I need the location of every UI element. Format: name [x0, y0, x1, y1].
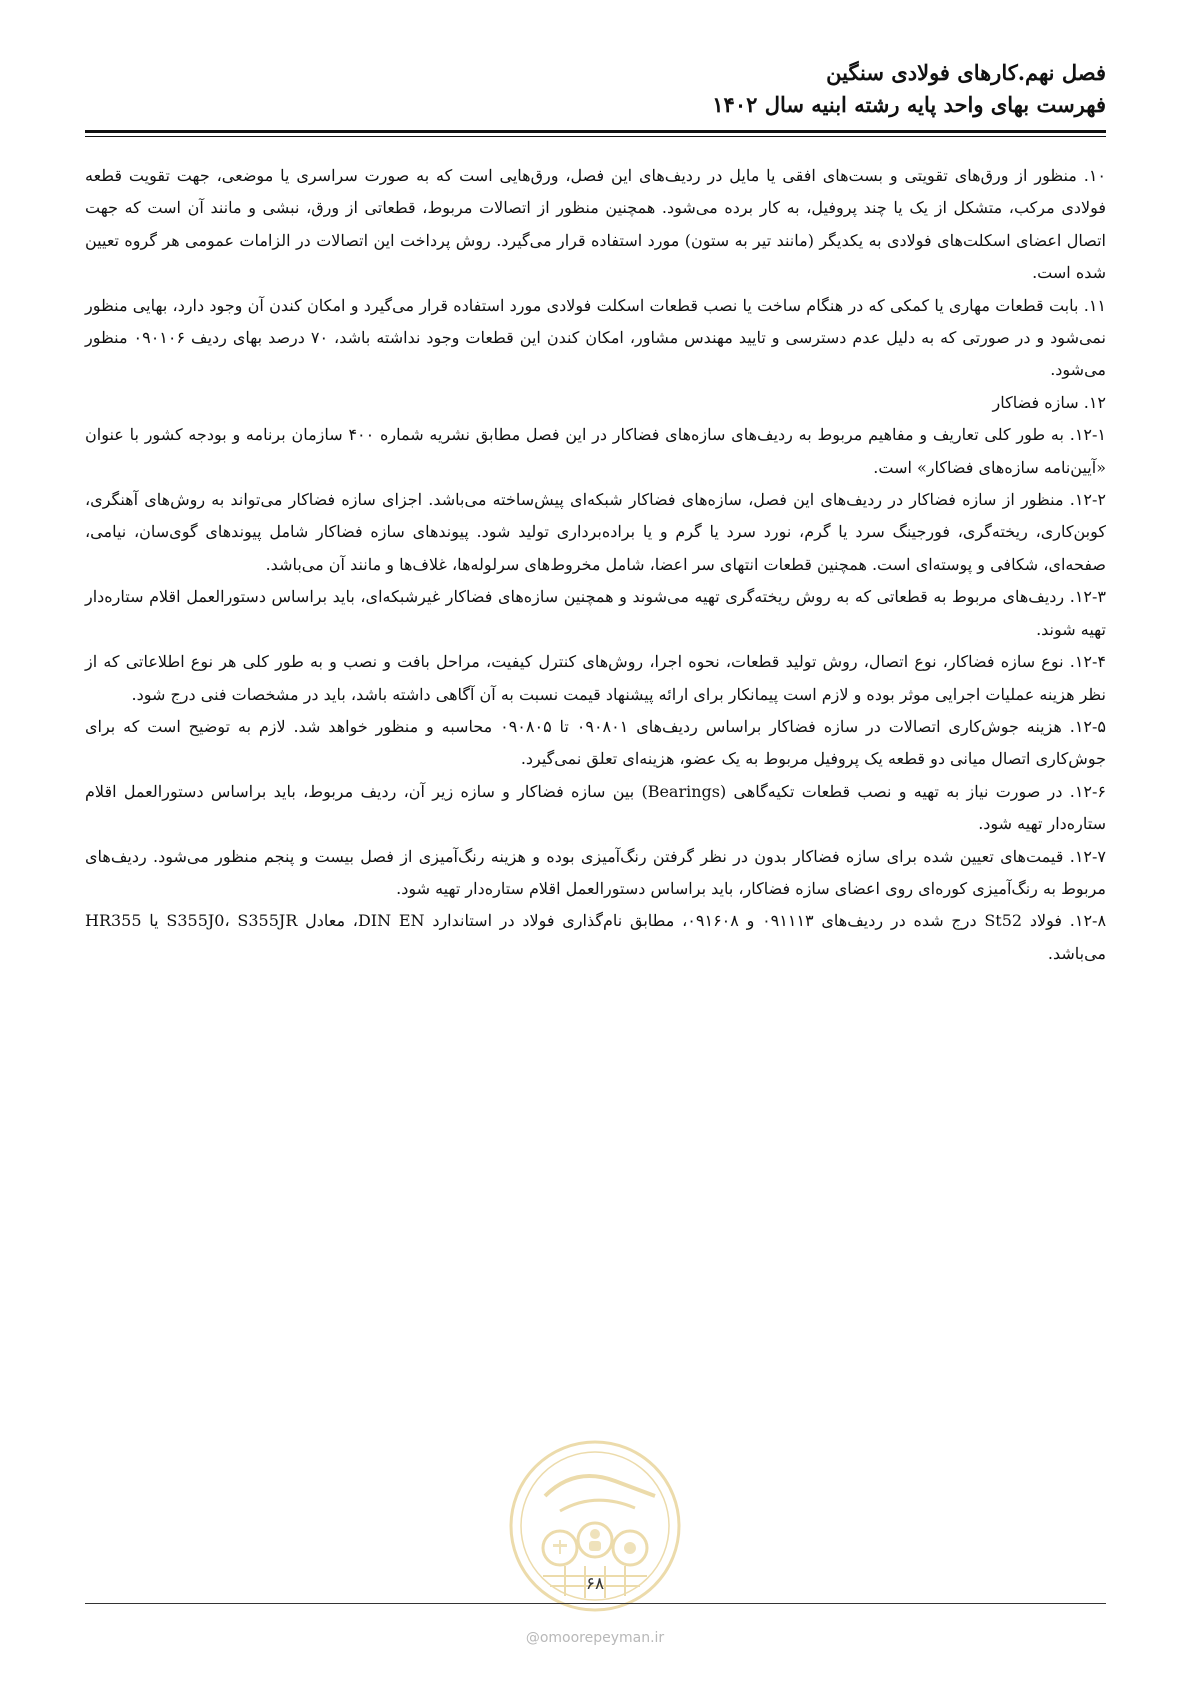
paragraph-12-6: ۱۲-۶. در صورت نیاز به تهیه و نصب قطعات تکیه‌گاهی (Bearings) بین سازه فضاکار و سازه زیر آن، ردیف مربوط، باید براساس دستورالعمل اقلام ستاره‌دار تهیه شود.: [85, 781, 1107, 834]
paragraph-12-1: ۱۲-۱. به طور کلی تعاریف و مفاهیم مربوط به ردیف‌های سازه‌های فضاکار در این فصل مطابق نشریه شماره ۴۰۰ سازمان برنامه و بودجه کشور با عنوان «آیین‌نامه سازه‌های فضاکار» است.: [85, 425, 1107, 477]
footer-rule: [85, 1603, 1106, 1604]
paragraph-12-3: ۱۲-۳. ردیف‌های مربوط به قطعاتی که به روش ریخته‌گری تهیه می‌شوند و همچنین سازه‌های فضاکار غیرشبکه‌ای، باید براساس دستورالعمل اقلام ستاره‌دار تهیه شوند.: [85, 587, 1106, 639]
paragraph-12-8: ۱۲-۸. فولاد St52 درج شده در ردیف‌های ۰۹۱۱۱۳ و ۰۹۱۶۰۸، مطابق نام‌گذاری فولاد در استاندارد DIN EN، معادل S355J0، S355JR یا HR355 می‌باشد.: [85, 911, 1107, 963]
header-rule-thin: [85, 136, 1106, 137]
list-title: فهرست بهای واحد پایه رشته ابنیه سال ۱۴۰۲: [712, 92, 1106, 117]
paragraph-12-7: ۱۲-۷. قیمت‌های تعیین شده برای سازه فضاکار بدون در نظر گرفتن رنگ‌آمیزی بوده و هزینه رنگ‌آمیزی از فصل بیست و پنجم منظور می‌شود. ردیف‌های مربوط به رنگ‌آمیزی کوره‌ای روی اعضای سازه فضاکار، باید براساس دستورالعمل اقلام ستاره‌دار تهیه شود.: [85, 846, 1106, 898]
paragraph-12-2: ۱۲-۲. منظور از سازه فضاکار در ردیف‌های این فصل، سازه‌های فضاکار شبکه‌ای پیش‌ساخته می‌باشد. اجزای سازه فضاکار می‌تواند به روش‌های آهنگری، کوبن‌کاری، ریخته‌گری، فورجینگ سرد یا گرم، نورد سرد یا گرم و یا براده‌برداری تولید شود. پیوندهای سازه فضاکار شامل پیوندهای گوی‌سان، نیامی، صفحه‌ای، شکافی و پوسته‌ای است. همچنین قطعات انتهای سر اعضا، شامل مخروط‌های سرلوله‌ها، غلاف‌ها و مانند آن می‌باشد.: [85, 490, 1106, 574]
paragraph-12-heading: ۱۲. سازه فضاکار: [992, 392, 1106, 412]
paragraph-11: ۱۱. بابت قطعات مهاری یا کمکی که در هنگام ساخت یا نصب قطعات اسکلت فولادی مورد استفاده قرار می‌گیرد و امکان کندن آن وجود دارد، بهایی منظور نمی‌شود و در صورتی که به دلیل عدم دسترسی و تایید مهندس مشاور، امکان کندن این قطعات وجود نداشته باشد، ۷۰ درصد بهای ردیف ۰۹۰۱۰۶ منظور می‌شود.: [85, 295, 1107, 380]
body-text: [85, 160, 1106, 970]
chapter-title: فصل نهم.کارهای فولادی سنگین: [826, 60, 1106, 85]
header-rule-thick: [85, 130, 1106, 133]
page-number: ۶۸: [585, 1574, 605, 1594]
paragraph-10: ۱۰. منظور از ورق‌های تقویتی و بست‌های افقی یا مایل در ردیف‌های این فصل، ورق‌هایی است که به صورت سراسری یا موضعی، جهت تقویت قطعه فولادی مرکب، متشکل از یک یا چند پروفیل، به کار برده می‌شود. همچنین منظور از اتصالات مربوط، قطعاتی از ورق، نبشی و مانند آن است که جهت اتصال اعضای اسکلت‌های فولادی به یکدیگر (مانند تیر به ستون) مورد استفاده قرار می‌گیرد. روش پرداخت این اتصالات در الزامات عمومی هر گروه تعیین شده است.: [85, 166, 1106, 283]
website-watermark: @omoorepeyman.ir: [525, 1630, 665, 1646]
paragraph-12-5: ۱۲-۵. هزینه جوش‌کاری اتصالات در سازه فضاکار براساس ردیف‌های ۰۹۰۸۰۱ تا ۰۹۰۸۰۵ محاسبه و منظور خواهد شد. لازم به توضیح است که برای جوش‌کاری اتصال میانی دو قطعه یک پروفیل مربوط به یک عضو، هزینه‌ای تعلق نمی‌گیرد.: [85, 716, 1107, 769]
paragraph-12-4: ۱۲-۴. نوع سازه فضاکار، نوع اتصال، روش تولید قطعات، نحوه اجرا، روش‌های کنترل کیفیت، مراحل بافت و نصب و به طور کلی هر نوع اطلاعاتی که از نظر هزینه عملیات اجرایی موثر بوده و لازم است پیمانکار برای ارائه پیشنهاد قیمت نسبت به آن آگاهی داشته باشد، باید در مشخصات فنی درج شود.: [85, 652, 1106, 704]
page-header: [86, 58, 1106, 120]
